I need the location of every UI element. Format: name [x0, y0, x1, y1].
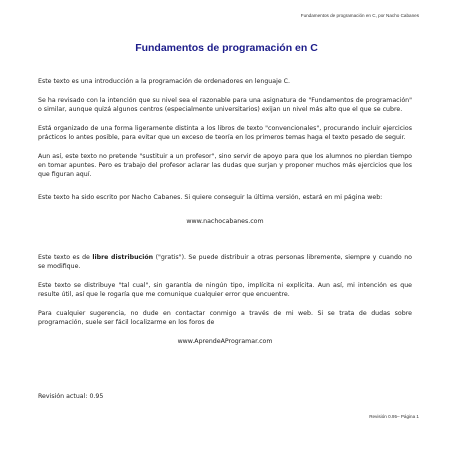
revision-label: Revisión actual: 0.95 — [38, 393, 104, 400]
license-text-before: Este texto es de — [38, 254, 93, 261]
document-body — [38, 77, 412, 356]
running-header: Fundamentos de programación en C, por Nacho Cabanes — [300, 13, 419, 18]
author-paragraph: Este texto ha sido escrito por Nacho Cabanes. Si quiere conseguir la última versión, estará en mi página web: — [38, 194, 383, 201]
page-footer: Revisión 0.95– Página 1 — [369, 414, 419, 419]
level-paragraph: Se ha revisado con la intención que su nivel sea el razonable para una asignatura de "Fundamentos de programación" o similar, aunque quizá algunos centros (especialmente universitarios) exijan un nivel más alto que el que se cubre. — [38, 97, 412, 113]
license-bold-text: libre distribución — [92, 254, 154, 261]
document-title: Fundamentos de programación en C — [135, 42, 318, 54]
license-paragraph — [38, 253, 412, 271]
author-website-link[interactable]: www.nachocabanes.com — [186, 218, 264, 225]
contact-paragraph: Para cualquier sugerencia, no dude en contactar conmigo a través de mi web. Si se trata de dudas sobre programación, suele ser fácil localizarme en los foros de — [38, 310, 412, 326]
teacher-paragraph: Aun así, este texto no pretende "sustituir a un profesor", sino servir de apoyo para que los alumnos no pierdan tiempo en tomar apuntes. Pero es trabajo del profesor aclarar las dudas que surjan y proponer muchos más ejercicios que los que figuran aquí. — [38, 153, 412, 178]
intro-paragraph: Este texto es una introducción a la programación de ordenadores en lenguaje C. — [38, 78, 291, 85]
license-text-after: ("gratis"). Se puede distribuir a otras personas libremente, siempre y cuando no se modifique. — [38, 254, 412, 270]
warranty-paragraph: Este texto se distribuye "tal cual", sin garantía de ningún tipo, implícita ni explícita. Aun así, mi intención es que resulte útil, así que le rogaría que me comunique cualquier error que encuentre. — [38, 282, 412, 298]
forum-website-link[interactable]: www.AprendeAProgramar.com — [177, 338, 273, 345]
organization-paragraph: Está organizado de una forma ligeramente distinta a los libros de texto "convencionales", procurando incluir ejercicios prácticos lo antes posible, para evitar que un exceso de teoría en los primeros temas haga el texto pesado de seguir. — [38, 125, 412, 141]
